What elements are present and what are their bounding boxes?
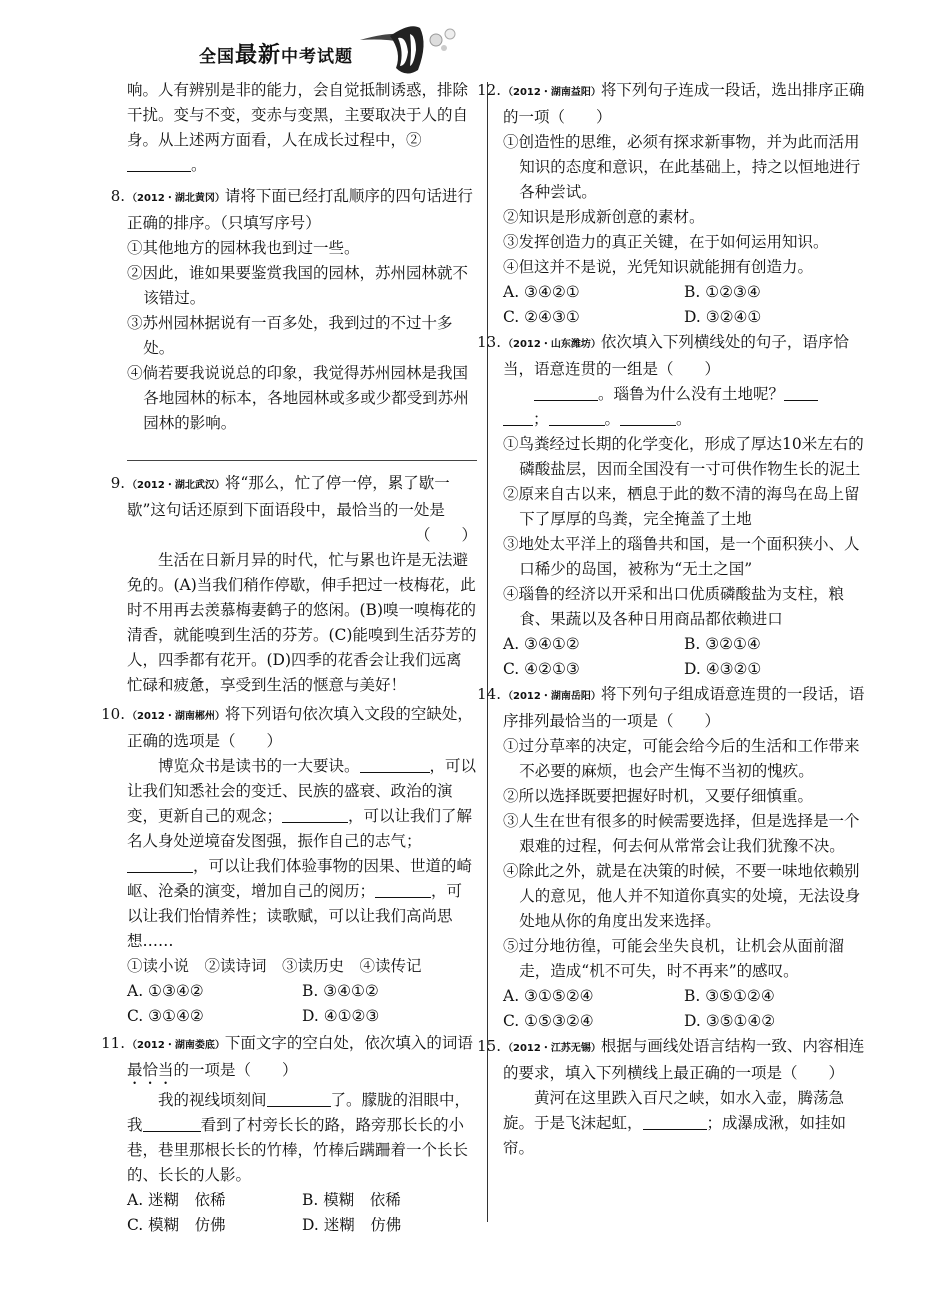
angelfish-logo-icon: [350, 22, 470, 78]
answer-blank[interactable]: [620, 409, 676, 426]
option-a[interactable]: A. 迷糊 依稀: [127, 1191, 226, 1209]
option-d[interactable]: D. ③⑤①④②: [684, 1012, 776, 1030]
list-item: ⑤过分地彷徨，可能会坐失良机，让机会从面前溜走，造成“机不可失，时不再来”的感叹。: [503, 937, 845, 980]
passage: 我的视线顷刻间 了。朦胧的泪眼中，我 看到了村旁长长的路，路旁那长长的小巷，巷里那根长长的竹棒，竹棒后蹒跚着一个长长的、长长的人影。: [127, 1091, 471, 1184]
passage: 生活在日新月异的时代，忙与累也许是无法避免的。(A)当我们稍作停歇，伸手把过一枝梅花，此时不用再去羡慕梅妻鹤子的悠闲。(B)嗅一嗅梅花的清香，就能嗅到生活的芬芳。(C)能嗅到生活芬芳的人，四季都有花开。(D)四季的花香会让我们远离忙碌和疲惫，享受到生活的惬意与美好！: [127, 551, 477, 694]
answer-blank[interactable]: [360, 756, 430, 773]
option-a[interactable]: A. ③①⑤②④: [503, 987, 594, 1005]
passage: 黄河在这里跌入百尺之峡，如水入壶，腾荡急旋。于是飞沫起虹， ；成瀑成湫，如挂如帘。: [503, 1089, 847, 1157]
question-12: 12. （2012・湖南益阳）将下列句子连成一段话，选出排序正确的一项（ ） ①创造性的思维，必须有探求新事物，并为此而活用知识的态度和意识，在此基础上，持之以恒地进行各种尝试。 ②知识是形成新创意的素材。 ③发挥创造力的真正关键，在于如何运用知识。 ④但这并不是说，光凭知识就能拥有创造力。 A. ③④②① B. ①②③④ C. ②④③① D. ③②④①: [503, 78, 865, 330]
question-14: 14. （2012・湖南岳阳）将下列句子组成语意连贯的一段话，语序排列最恰当的一项是（ ） ①过分草率的决定，可能会给今后的生活和工作带来不必要的麻烦，也会产生悔不当初的愧疚。 ②所以选择既要把握好时机，又要仔细慎重。 ③人生在世有很多的时候需要选择，但是选择是一个艰难的过程，何去何从常常会让我们犹豫不决。 ④除此之外，就是在决策的时候，不要一味地依赖别人的意见，他人并不知道你真实的处境，无法设身处地从你的角度出发来选择。 ⑤过分地彷徨，可能会坐失良机，让机会从面前溜走，造成“机不可失，时不再来”的感叹。 A. ③①⑤②④ B. ③⑤①②④ C. ①⑤③②④ D. ③⑤①④②: [503, 682, 865, 1034]
answer-blank[interactable]: [549, 409, 605, 426]
list-item: ③地处太平洋上的瑙鲁共和国，是一个面积狭小、人口稀少的岛国，被称为“无土之国”: [503, 535, 860, 578]
passage: 博览众书是读书的一大要诀。 ，可以让我们知悉社会的变迁、民族的盛衰、政治的演变，更新自己的观念； ，可以让我们了解名人身处逆境奋发图强，振作自己的志气；，可以让我们体验事物的因果、世道的崎岖、沧桑的演变，增加自己的阅历； ，可以让我们怡情养性；读歌赋，可以让我们高尚思想……: [127, 757, 477, 950]
answer-blank[interactable]: [375, 881, 431, 898]
options: [127, 1188, 477, 1238]
option-b[interactable]: B. ③⑤①②④: [684, 987, 775, 1005]
options: [503, 632, 865, 682]
answer-paren: （ ）: [414, 526, 477, 544]
answer-line[interactable]: [127, 460, 477, 461]
options: [127, 979, 477, 1029]
continued-passage: 响。人有辨别是非的能力，会自觉抵制诱惑，排除干扰。变与不变，变赤与变黑，主要取决于人的自身。从上述两方面看，人在成长过程中，②。: [127, 81, 469, 174]
list-item: ①创造性的思维，必须有探求新事物，并为此而活用知识的态度和意识，在此基础上，持之以恒地进行各种尝试。: [503, 133, 861, 201]
answer-blank[interactable]: [143, 1115, 201, 1132]
question-11: 11. （2012・湖南娄底）下面文字的空白处，依次填入的词语最恰当的一项是（ ） 我的视线顷刻间 了。朦胧的泪眼中，我 看到了村旁长长的路，路旁那长长的小巷，巷里那根长长的竹棒，竹棒后蹒跚着一个长长的、长长的人影。 A. 迷糊 依稀 B. 模糊 依稀 C. 模糊 仿佛 D. 迷糊 仿佛: [127, 1031, 477, 1238]
list-item: ④瑙鲁的经济以开采和出口优质磷酸盐为支柱，粮食、果蔬以及各种日用商品都依赖进口: [503, 585, 845, 628]
answer-blank[interactable]: [784, 384, 818, 401]
option-d[interactable]: D. ③②④①: [684, 308, 762, 326]
answer-blank[interactable]: [267, 1090, 331, 1107]
left-column: [101, 78, 477, 1238]
option-c[interactable]: C. ①⑤③②④: [503, 1012, 594, 1030]
option-c[interactable]: C. 模糊 仿佛: [127, 1216, 226, 1234]
option-b[interactable]: B. ①②③④: [684, 283, 761, 301]
answer-blank[interactable]: [534, 384, 598, 401]
list-item: ①过分草率的决定，可能会给今后的生活和工作带来不必要的麻烦，也会产生悔不当初的愧疚。: [503, 737, 860, 780]
list-item: ③人生在世有很多的时候需要选择，但是选择是一个艰难的过程，何去何从常常会让我们犹豫不决。: [503, 812, 860, 855]
question-10: 10. （2012・湖南郴州）将下列语句依次填入文段的空缺处，正确的选项是（ ） 博览众书是读书的一大要诀。 ，可以让我们知悉社会的变迁、民族的盛衰、政治的演变，更新自己的观念； ，可以让我们了解名人身处逆境奋发图强，振作自己的志气；，可以让我们体验事物的因果、世道的崎岖、沧桑的演变，增加自己的阅历； ，可以让我们怡情养性；读歌赋，可以让我们高尚思想…… ①读小说 ②读诗词 ③读历史 ④读传记 A. ①③④② B. ③④①② C. ③①④② D. ④①②③: [127, 702, 477, 1029]
option-a[interactable]: A. ③④②①: [503, 283, 580, 301]
option-b[interactable]: B. ③②①④: [684, 635, 761, 653]
list-item: ④除此之外，就是在决策的时候，不要一味地依赖别人的意见，他人并不知道你真实的处境，无法设身处地从你的角度出发来选择。: [503, 862, 861, 930]
options: [503, 280, 865, 330]
list-item: ②因此，谁如果要鉴赏我国的园林，苏州园林就不该错过。: [127, 264, 469, 307]
fill-line: ； 。 。: [503, 407, 865, 432]
series-title: 全国最新中考试题: [199, 43, 354, 68]
list-item: ①鸟粪经过长期的化学变化，形成了厚达10米左右的磷酸盐层，因而全国没有一寸可供作物生长的泥土: [503, 435, 864, 478]
right-column: [477, 78, 865, 1161]
list-item: ④倘若要我说说总的印象，我觉得苏州园林是我国各地园林的标本，各地园林或多或少都受到苏州园林的影响。: [127, 364, 469, 432]
question-8: 8. （2012・湖北黄冈）请将下面已经打乱顺序的四句话进行正确的排序。（只填写序号） ①其他地方的园林我也到过一些。 ②因此，谁如果要鉴赏我国的园林，苏州园林就不该错过。 ③苏州园林据说有一百多处，我到过的不过十多处。 ④倘若要我说说总的印象，我觉得苏州园林是我国各地园林的标本，各地园林或多或少都受到苏州园林的影响。: [127, 184, 477, 461]
list-item: ②知识是形成新创意的素材。: [503, 208, 705, 226]
option-c[interactable]: C. ④②①③: [503, 660, 580, 678]
question-13: 13. （2012・山东潍坊）依次填入下列横线处的句子，语序恰当，语意连贯的一组是（ ） 。瑙鲁为什么没有土地呢？ ； 。 。 ①鸟粪经过长期的化学变化，形成了厚达10米左右的磷酸盐层，因而全国没有一寸可供作物生长的泥土 ②原来自古以来，栖息于此的数不清的海鸟在岛上留下了厚厚的鸟粪，完全掩盖了土地 ③地处太平洋上的瑙鲁共和国，是一个面积狭小、人口稀少的岛国，被称为“无土之国” ④瑙鲁的经济以开采和出口优质磷酸盐为支柱，粮食、果蔬以及各种日用商品都依赖进口 A. ③④①② B. ③②①④ C. ④②①③ D. ④③②①: [503, 330, 865, 682]
option-d[interactable]: D. ④①②③: [302, 1007, 380, 1025]
fill-line: 。瑙鲁为什么没有土地呢？: [503, 382, 865, 407]
question-15: 15. （2012・江苏无锡）根据与画线处语言结构一致、内容相连的要求，填入下列横线上最正确的一项是（ ） 黄河在这里跌入百尺之峡，如水入壶，腾荡急旋。于是飞沫起虹， ；成瀑成湫，如挂如帘。: [503, 1034, 865, 1161]
option-c[interactable]: C. ③①④②: [127, 1007, 204, 1025]
list-item: ③苏州园林据说有一百多处，我到过的不过十多处。: [127, 314, 453, 357]
option-d[interactable]: D. ④③②①: [684, 660, 762, 678]
option-d[interactable]: D. 迷糊 仿佛: [302, 1216, 402, 1234]
option-a[interactable]: A. ①③④②: [127, 982, 204, 1000]
answer-blank[interactable]: [127, 856, 193, 873]
option-b[interactable]: B. 模糊 依稀: [302, 1191, 401, 1209]
list-item: ①其他地方的园林我也到过一些。: [127, 239, 360, 257]
list-item: ②原来自古以来，栖息于此的数不清的海鸟在岛上留下了厚厚的鸟粪，完全掩盖了土地: [503, 485, 860, 528]
option-b[interactable]: B. ③④①②: [302, 982, 379, 1000]
answer-blank[interactable]: [643, 1113, 707, 1130]
options: [503, 984, 865, 1034]
option-a[interactable]: A. ③④①②: [503, 635, 580, 653]
answer-blank[interactable]: [282, 806, 348, 823]
option-c[interactable]: C. ②④③①: [503, 308, 580, 326]
answer-blank[interactable]: [503, 409, 533, 426]
list-item: ④但这并不是说，光凭知识就能拥有创造力。: [503, 258, 814, 276]
page-header: [185, 22, 485, 78]
items-line: ①读小说 ②读诗词 ③读历史 ④读传记: [127, 957, 422, 975]
question-9: 9. （2012・湖北武汉）将“那么，忙了停一停，累了歇一歇”这句话还原到下面语段中，最恰当的一处是 （ ） 生活在日新月异的时代，忙与累也许是无法避免的。(A)当我们稍作停歇，伸手把过一枝梅花，此时不用再去羡慕梅妻鹤子的悠闲。(B)嗅一嗅梅花的清香，就能嗅到生活的芬芳。(C)能嗅到生活芬芳的人，四季都有花开。(D)四季的花香会让我们远离忙碌和疲惫，享受到生活的惬意与美好！: [127, 471, 477, 698]
answer-blank[interactable]: [127, 155, 191, 172]
list-item: ③发挥创造力的真正关键，在于如何运用知识。: [503, 233, 829, 251]
list-item: ②所以选择既要把握好时机，又要仔细慎重。: [503, 787, 814, 805]
